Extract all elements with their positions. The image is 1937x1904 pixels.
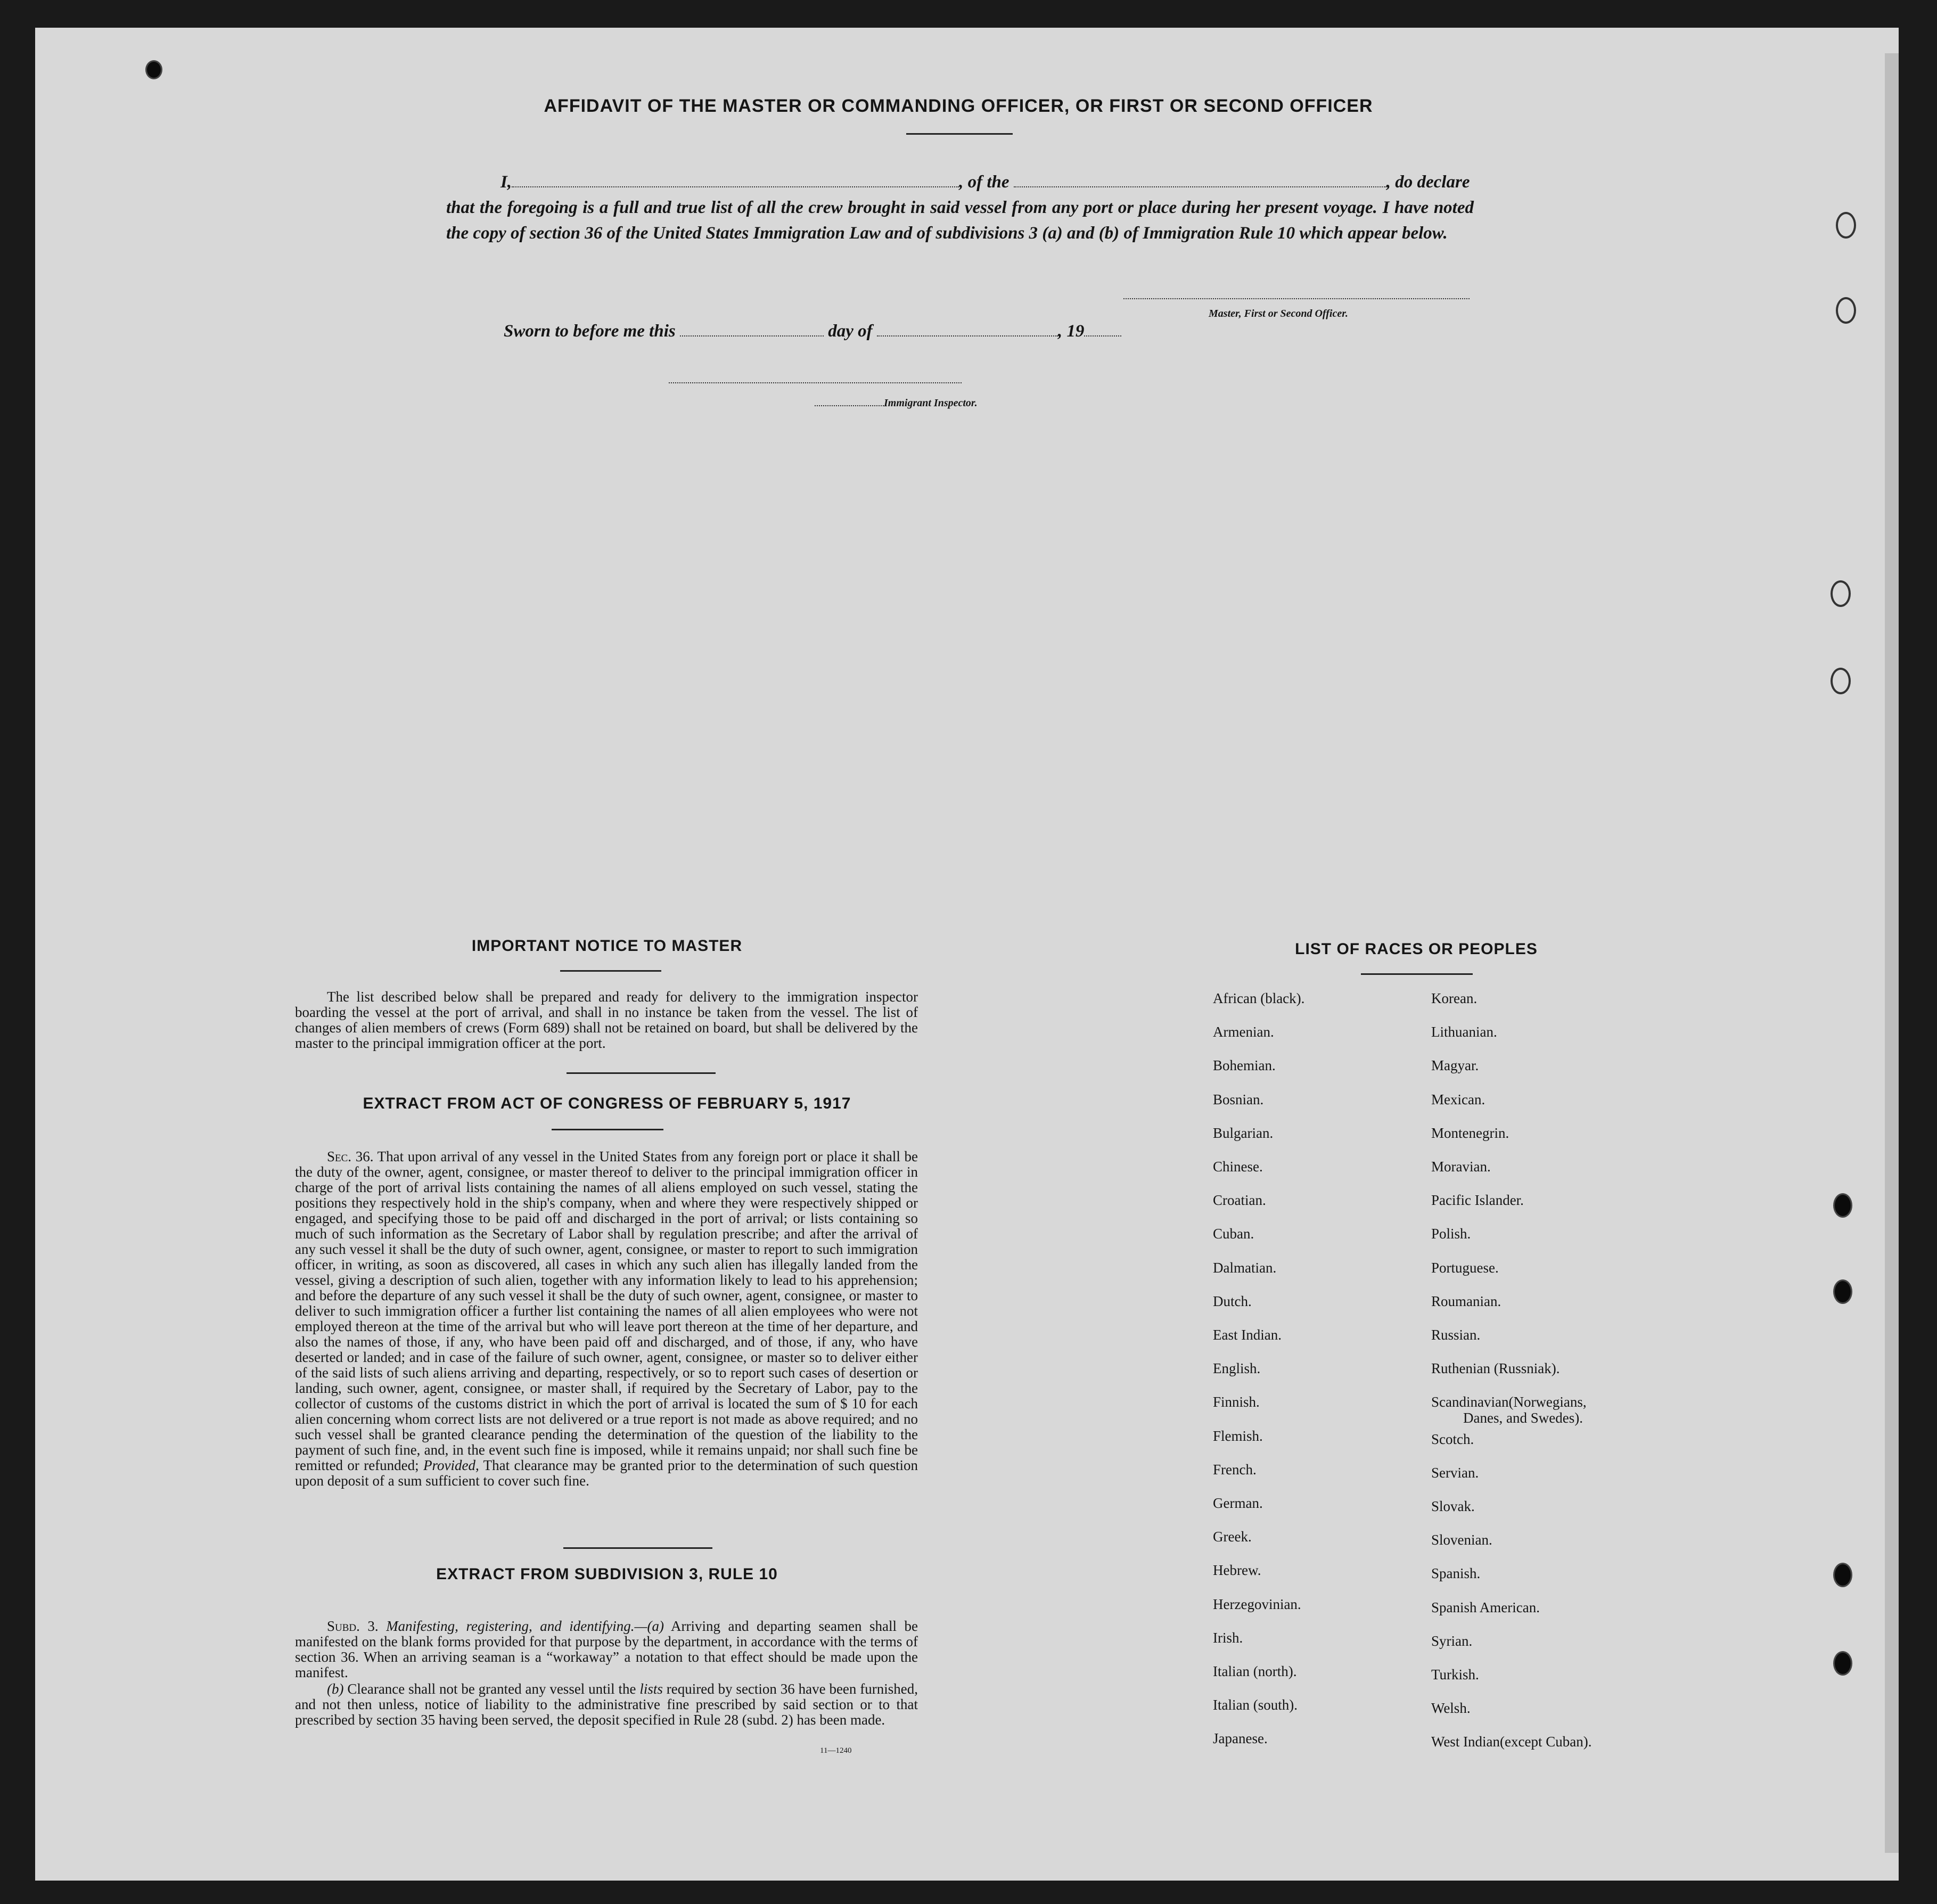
race-item: Chinese.	[1213, 1159, 1263, 1175]
race-item: Croatian.	[1213, 1192, 1266, 1208]
subdivision-b-text-cont: required by section 36 have been furnished, and not then unless, notice of liability to the administrative fine prescribed by said section or to that prescribed by section 35 having been served, the deposit specified in Rule 28 (subd. 2) has been made.	[295, 1681, 918, 1728]
race-item: Servian.	[1431, 1465, 1479, 1481]
section-36-text: That upon arrival of any vessel in the United States from any foreign port or place it shall be the duty of the owner, agent, consignee, or master thereof to deliver to the principal immigration officer in charge of the port of arrival lists containing the names of all aliens employed on such vessel, stating the positions they respectively hold in the ship's company, when and where they were respectively shipped or engaged, and specifying those to be paid off and discharged in the port of arrival; or lists containing so much of such information as the Secretary of Labor shall by regulation prescribe; and after the arrival of any such vessel it shall be the duty of such owner, agent, consignee, or master to report to such immigration officer, in writing, as soon as discovered, all cases in which any such alien has illegally landed from the vessel, giving a description of such alien, together with any information likely to lead to his apprehension; and before the departure of any such vessel it shall be the duty of such owner, agent, consignee, or master to deliver to such immigration officer a further list containing the names of all alien employees who were not employed thereon at the time of the arrival but who will leave port thereon at the time of her departure, and also the names of those, if any, who have been paid off and discharged, and of those, if any, who have deserted or landed; and in case of the failure of such owner, agent, consignee, or master so to deliver either of the said lists of such aliens arriving and departing, respectively, or so to report such cases of desertion or landing, such owner, agent, consignee, or master shall, if required by the Secretary of Labor, pay to the collector of customs of the customs district in which the port of arrival is located the sum of $ 10 for each alien concerning whom correct lists are not delivered or a true report is not made as above required; and no such vessel shall be granted clearance pending the determination of the question of the liability to the payment of such fine, and, in the event such fine is imposed, while it remains unpaid; nor shall such fine be remitted or refunded;	[295, 1148, 918, 1473]
subdivision-label: Subd. 3.	[327, 1618, 379, 1634]
subdivision-heading: Manifesting, registering, and identifying.—(a)	[386, 1618, 664, 1634]
race-item: East Indian.	[1213, 1327, 1282, 1343]
binder-hole	[147, 62, 161, 78]
race-item: French.	[1213, 1462, 1257, 1478]
rule-text-a	[295, 1619, 918, 1680]
race-item: Bosnian.	[1213, 1091, 1264, 1107]
race-item: Herzegovinian.	[1213, 1596, 1301, 1612]
inspector-caption-line	[815, 397, 978, 409]
race-item: Welsh.	[1431, 1700, 1471, 1716]
race-item: Montenegrin.	[1431, 1125, 1509, 1141]
declarant-prefix: I,	[500, 173, 512, 192]
subdivision-a-text: Arriving and departing seamen shall be manifested on the blank forms provided for that purpose by the department, in accordance with the terms of section 36. When an arriving seaman is a “workaway” a notation to that effect should be made upon the manifest.	[295, 1618, 918, 1680]
race-item: Scotch.	[1431, 1431, 1474, 1447]
form-number: 11—1240	[820, 1746, 852, 1755]
race-item: Dalmatian.	[1213, 1260, 1277, 1276]
subdivision-b-text: Clearance shall not be granted any vessel until the	[347, 1681, 636, 1697]
year-prefix: , 19	[1057, 322, 1085, 341]
race-item: Roumanian.	[1431, 1293, 1501, 1309]
rule-title: EXTRACT FROM SUBDIVISION 3, RULE 10	[436, 1565, 778, 1583]
act-text	[295, 1149, 918, 1489]
notice-text: The list described below shall be prepared and ready for delivery to the immigration inspector boarding the vessel at the port of arrival, and shall in no instance be taken from the vessel. The list of changes of alien members of crews (Form 689) shall not be retained on board, but shall be delivered by the master to the principal immigration officer at the port.	[295, 989, 918, 1051]
race-item: Korean.	[1431, 990, 1478, 1006]
provided-label: Provided,	[423, 1457, 479, 1473]
vessel-prefix: , of the	[959, 173, 1009, 192]
race-item: Greek.	[1213, 1529, 1252, 1545]
act-title: EXTRACT FROM ACT OF CONGRESS OF FEBRUARY 5, 1917	[363, 1095, 851, 1112]
sworn-month-field[interactable]	[877, 335, 1058, 337]
sworn-day-field[interactable]	[680, 335, 824, 337]
divider	[567, 1072, 716, 1074]
binder-hole	[1835, 1195, 1851, 1216]
race-item: Spanish American.	[1431, 1599, 1540, 1615]
declarant-name-field[interactable]	[512, 186, 959, 187]
binder-hole	[1831, 668, 1851, 694]
races-title: LIST OF RACES OR PEOPLES	[1295, 940, 1538, 958]
race-item: Scandinavian(Norwegians,	[1431, 1394, 1587, 1410]
subdivision-b-label: (b)	[327, 1681, 344, 1697]
race-item: Danes, and Swedes).	[1463, 1410, 1583, 1426]
race-item: Magyar.	[1431, 1057, 1479, 1073]
race-item: Mexican.	[1431, 1091, 1485, 1107]
binder-hole	[1835, 1564, 1851, 1586]
race-item: German.	[1213, 1495, 1263, 1511]
race-item: English.	[1213, 1360, 1261, 1376]
race-item: Hebrew.	[1213, 1562, 1261, 1578]
divider	[906, 133, 1013, 135]
race-item: Syrian.	[1431, 1633, 1473, 1649]
race-item: Russian.	[1431, 1327, 1481, 1343]
race-item: Cuban.	[1213, 1226, 1254, 1242]
notice-title: IMPORTANT NOTICE TO MASTER	[471, 937, 743, 955]
race-item: Spanish.	[1431, 1565, 1481, 1581]
race-item: Slovak.	[1431, 1498, 1475, 1514]
race-item: Bohemian.	[1213, 1057, 1276, 1073]
binder-hole	[1831, 580, 1851, 607]
document-page	[35, 28, 1899, 1881]
race-item: Moravian.	[1431, 1159, 1491, 1175]
section-label: Sec. 36.	[327, 1148, 374, 1164]
binder-hole	[1836, 212, 1856, 239]
sworn-text: Sworn to before me this	[504, 322, 676, 341]
binder-hole	[1835, 1653, 1851, 1674]
rule-text-b	[295, 1681, 918, 1728]
master-signature-field[interactable]	[1123, 298, 1470, 299]
affidavit-title: AFFIDAVIT OF THE MASTER OR COMMANDING OFFICER, OR FIRST OR SECOND OFFICER	[544, 96, 1373, 116]
race-item: Lithuanian.	[1431, 1024, 1497, 1040]
binder-hole	[1835, 1281, 1851, 1302]
race-item: West Indian(except Cuban).	[1431, 1734, 1592, 1750]
race-item: Polish.	[1431, 1226, 1471, 1242]
divider	[1361, 973, 1473, 975]
race-item: Finnish.	[1213, 1394, 1260, 1410]
race-item: Ruthenian (Russniak).	[1431, 1360, 1560, 1376]
race-item: Dutch.	[1213, 1293, 1252, 1309]
divider	[552, 1129, 663, 1130]
race-item: Pacific Islander.	[1431, 1192, 1524, 1208]
sworn-year-field[interactable]	[1084, 335, 1121, 337]
race-item: Bulgarian.	[1213, 1125, 1274, 1141]
race-item: Japanese.	[1213, 1730, 1268, 1746]
race-item: African (black).	[1213, 990, 1305, 1006]
race-item: Italian (south).	[1213, 1697, 1298, 1713]
race-item: Armenian.	[1213, 1024, 1274, 1040]
binder-hole	[1836, 297, 1856, 324]
vessel-name-field[interactable]	[1014, 186, 1386, 187]
lists-word: lists	[639, 1681, 663, 1697]
affidavit-body: that the foregoing is a full and true list of all the crew brought in said vessel from any port or place during her present voyage. I have noted the copy of section 36 of the United States Immigration Law and of subdivisions 3 (a) and (b) of Immigration Rule 10 which appear below.	[446, 198, 1474, 243]
race-item: Irish.	[1213, 1630, 1243, 1646]
sworn-line	[504, 322, 1121, 341]
race-item: Turkish.	[1431, 1667, 1479, 1683]
divider	[563, 1547, 712, 1549]
race-item: Flemish.	[1213, 1428, 1263, 1444]
declare-text: , do declare	[1386, 173, 1470, 192]
inspector-caption: Immigrant Inspector.	[884, 397, 978, 409]
day-of-text: day of	[828, 322, 873, 341]
inspector-caption-rule	[815, 405, 884, 406]
race-item: Portuguese.	[1431, 1260, 1499, 1276]
master-caption: Master, First or Second Officer.	[1209, 308, 1348, 319]
inspector-signature-field[interactable]	[669, 382, 962, 383]
race-item: Italian (north).	[1213, 1663, 1297, 1679]
affidavit-declaration-line	[446, 169, 1474, 195]
provided-text: That clearance may be granted prior to the determination of such question upon deposit of a sum sufficient to cover such fine.	[295, 1457, 918, 1489]
race-item: Slovenian.	[1431, 1532, 1492, 1548]
divider	[560, 970, 661, 972]
page-edge	[1885, 53, 1899, 1853]
